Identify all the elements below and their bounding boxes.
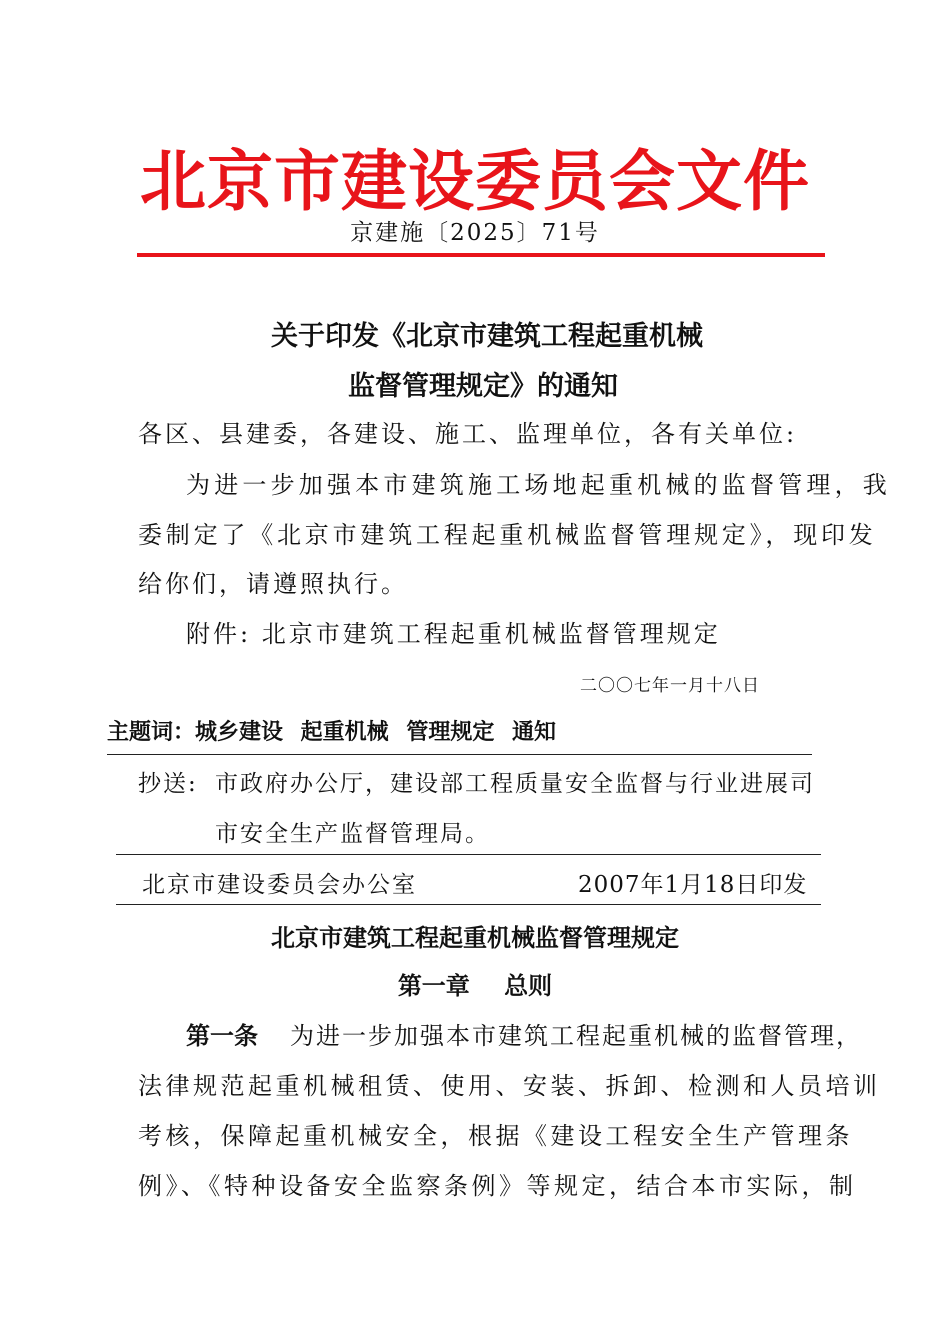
signature-date: 二〇〇七年一月十八日 <box>580 676 760 696</box>
article-1-line-3: 考核，保障起重机械安全，根据《建设工程安全生产管理条 <box>138 1122 853 1150</box>
article-1-line-4: 例》、《特种设备安全监察条例》等规定，结合本市实际，制 <box>138 1172 857 1200</box>
regulation-title: 北京市建筑工程起重机械监督管理规定 <box>271 924 679 952</box>
body-paragraph-line-1: 为进一步加强本市建筑施工场地起重机械的监督管理，我 <box>186 471 891 499</box>
masthead-title: 北京市建设委员会文件 <box>140 143 810 220</box>
subject-label: 主题词： <box>107 720 196 745</box>
article-1-line-2: 法律规范起重机械租赁、使用、安装、拆卸、检测和人员培训 <box>138 1072 881 1100</box>
article-1-label: 第一条 <box>186 1022 258 1050</box>
red-divider <box>137 253 825 257</box>
footer-rule-1 <box>107 754 812 755</box>
footer-rule-2 <box>116 854 821 855</box>
notice-title-line-2: 监督管理规定》的通知 <box>348 371 618 402</box>
cc-recipients-line-1: 市政府办公厅，建设部工程质量安全监督与行业进展司 <box>215 771 815 797</box>
footer-rule-3 <box>116 904 821 905</box>
attachment-note: 附件: 北京市建筑工程起重机械监督管理规定 <box>186 620 721 648</box>
article-1-line-1: 为进一步加强本市建筑工程起重机械的监督管理， <box>290 1022 862 1050</box>
addressee: 各区、县建委，各建设、施工、监理单位，各有关单位: <box>138 420 798 448</box>
subject-terms: 城乡建设 起重机械 管理规定 通知 <box>195 720 556 745</box>
cc-recipients-line-2: 市安全生产监督管理局。 <box>215 821 490 847</box>
body-paragraph-line-3: 给你们，请遵照执行。 <box>138 570 408 598</box>
issuing-office: 北京市建设委员会办公室 <box>142 872 417 898</box>
subject-keywords <box>107 715 556 746</box>
print-date: 2007年1月18日印发 <box>578 872 808 898</box>
notice-title-line-1: 关于印发《北京市建筑工程起重机械 <box>271 321 703 352</box>
cc-label: 抄送: <box>138 771 198 797</box>
chapter-heading: 第一章 总则 <box>397 972 553 1000</box>
document-number: 京建施〔2025〕71号 <box>350 220 600 246</box>
body-paragraph-line-2: 委制定了《北京市建筑工程起重机械监督管理规定》，现印发 <box>138 521 877 549</box>
